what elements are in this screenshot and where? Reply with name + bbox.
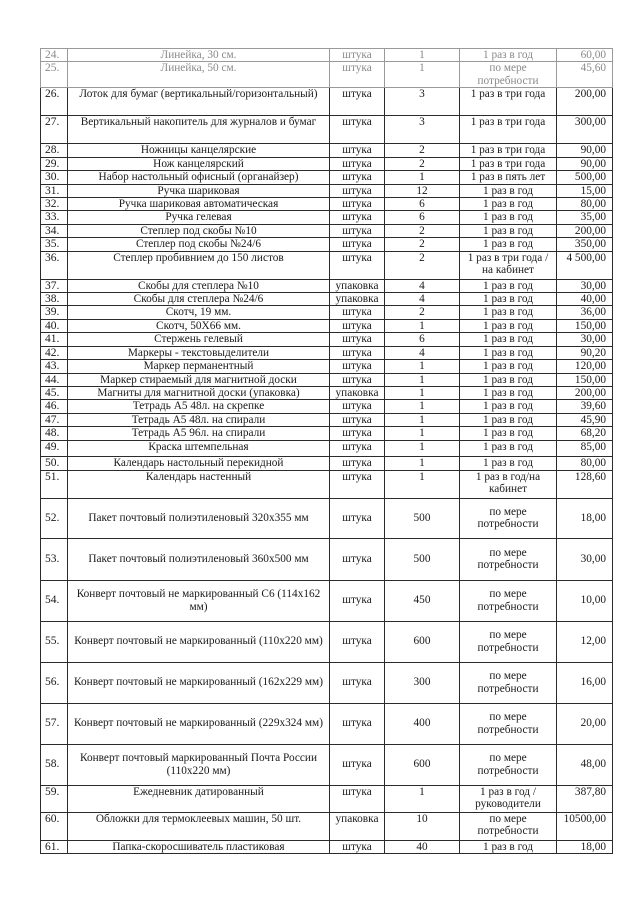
unit-of-measure-cell: штука	[330, 319, 385, 332]
replacement-frequency-cell: 1 раз в год/на кабинет	[460, 470, 557, 498]
unit-of-measure-cell: штука	[330, 538, 385, 580]
unit-of-measure-cell: штука	[330, 662, 385, 703]
replacement-frequency-cell: 1 раз в год	[460, 306, 557, 319]
unit-of-measure-cell: штука	[330, 157, 385, 170]
table-row	[41, 470, 613, 498]
unit-of-measure-cell: штука	[330, 785, 385, 812]
replacement-frequency-cell: 1 раз в год	[460, 413, 557, 426]
quantity-cell: 1	[385, 49, 460, 62]
quantity-cell: 600	[385, 621, 460, 662]
quantity-cell: 2	[385, 251, 460, 279]
unit-price-cell: 10500,00	[557, 812, 613, 840]
unit-of-measure-cell: штука	[330, 116, 385, 144]
item-name-cell: Обложки для термоклеевых машин, 50 шт.	[68, 812, 330, 840]
quantity-cell: 1	[385, 427, 460, 440]
row-number-cell: 38.	[41, 293, 68, 306]
replacement-frequency-cell: по мере потребности	[460, 538, 557, 580]
replacement-frequency-cell: 1 раз в год	[460, 386, 557, 399]
item-name-cell: Степлер пробивнием до 150 листов	[68, 251, 330, 279]
table-row	[41, 840, 613, 853]
row-number-cell: 55.	[41, 621, 68, 662]
table-row	[41, 538, 613, 580]
row-number-cell: 29.	[41, 157, 68, 170]
unit-of-measure-cell: штука	[330, 427, 385, 440]
quantity-cell: 2	[385, 238, 460, 251]
item-name-cell: Ежедневник датированный	[68, 785, 330, 812]
item-name-cell: Тетрадь А5 48л. на скрепке	[68, 400, 330, 413]
row-number-cell: 37.	[41, 279, 68, 292]
row-number-cell: 59.	[41, 785, 68, 812]
table-row	[41, 785, 613, 812]
quantity-cell: 1	[385, 413, 460, 426]
unit-price-cell: 80,00	[557, 198, 613, 211]
table-row	[41, 427, 613, 440]
replacement-frequency-cell: 1 раз в год	[460, 456, 557, 470]
row-number-cell: 61.	[41, 840, 68, 853]
table-row	[41, 184, 613, 197]
unit-of-measure-cell: штука	[330, 211, 385, 224]
unit-price-cell: 30,00	[557, 333, 613, 346]
table-row	[41, 306, 613, 319]
replacement-frequency-cell: 1 раз в год	[460, 440, 557, 456]
replacement-frequency-cell: 1 раз в три года	[460, 144, 557, 157]
unit-of-measure-cell: штука	[330, 373, 385, 386]
row-number-cell: 31.	[41, 184, 68, 197]
unit-price-cell: 35,00	[557, 211, 613, 224]
item-name-cell: Ручка гелевая	[68, 211, 330, 224]
unit-of-measure-cell: штука	[330, 840, 385, 853]
unit-price-cell: 30,00	[557, 538, 613, 580]
unit-of-measure-cell: штука	[330, 144, 385, 157]
quantity-cell: 40	[385, 840, 460, 853]
replacement-frequency-cell: по мере потребности	[460, 662, 557, 703]
unit-price-cell: 128,60	[557, 470, 613, 498]
table-row	[41, 373, 613, 386]
replacement-frequency-cell: по мере потребности	[460, 62, 557, 88]
table-row	[41, 62, 613, 88]
replacement-frequency-cell: 1 раз в год	[460, 49, 557, 62]
row-number-cell: 27.	[41, 116, 68, 144]
table-row	[41, 293, 613, 306]
row-number-cell: 49.	[41, 440, 68, 456]
quantity-cell: 3	[385, 88, 460, 116]
unit-of-measure-cell: штука	[330, 360, 385, 373]
item-name-cell: Маркер перманентный	[68, 360, 330, 373]
unit-price-cell: 18,00	[557, 840, 613, 853]
replacement-frequency-cell: по мере потребности	[460, 744, 557, 785]
unit-price-cell: 30,00	[557, 279, 613, 292]
unit-price-cell: 20,00	[557, 703, 613, 744]
replacement-frequency-cell: 1 раз в год	[460, 198, 557, 211]
replacement-frequency-cell: по мере потребности	[460, 580, 557, 621]
unit-of-measure-cell: штука	[330, 251, 385, 279]
table-body	[41, 49, 613, 854]
unit-of-measure-cell: штука	[330, 49, 385, 62]
unit-of-measure-cell: штука	[330, 224, 385, 237]
replacement-frequency-cell: 1 раз в год	[460, 184, 557, 197]
unit-price-cell: 60,00	[557, 49, 613, 62]
replacement-frequency-cell: 1 раз в год	[460, 840, 557, 853]
unit-price-cell: 120,00	[557, 360, 613, 373]
quantity-cell: 1	[385, 360, 460, 373]
row-number-cell: 45.	[41, 386, 68, 399]
unit-of-measure-cell: штука	[330, 703, 385, 744]
item-name-cell: Лоток для бумаг (вертикальный/горизонтальный)	[68, 88, 330, 116]
quantity-cell: 600	[385, 744, 460, 785]
item-name-cell: Ножницы канцелярские	[68, 144, 330, 157]
table-row	[41, 238, 613, 251]
unit-price-cell: 85,00	[557, 440, 613, 456]
replacement-frequency-cell: 1 раз в три года	[460, 116, 557, 144]
unit-price-cell: 39,60	[557, 400, 613, 413]
quantity-cell: 6	[385, 211, 460, 224]
quantity-cell: 1	[385, 785, 460, 812]
quantity-cell: 2	[385, 144, 460, 157]
quantity-cell: 3	[385, 116, 460, 144]
unit-of-measure-cell: штука	[330, 580, 385, 621]
quantity-cell: 450	[385, 580, 460, 621]
row-number-cell: 33.	[41, 211, 68, 224]
replacement-frequency-cell: 1 раз в год	[460, 293, 557, 306]
table-row	[41, 116, 613, 144]
row-number-cell: 60.	[41, 812, 68, 840]
unit-of-measure-cell: упаковка	[330, 293, 385, 306]
item-name-cell: Вертикальный накопитель для журналов и бумаг	[68, 116, 330, 144]
item-name-cell: Скобы для степлера №10	[68, 279, 330, 292]
unit-of-measure-cell: штука	[330, 621, 385, 662]
unit-price-cell: 4 500,00	[557, 251, 613, 279]
unit-price-cell: 350,00	[557, 238, 613, 251]
row-number-cell: 34.	[41, 224, 68, 237]
quantity-cell: 1	[385, 400, 460, 413]
item-name-cell: Пакет почтовый полиэтиленовый 360х500 мм	[68, 538, 330, 580]
replacement-frequency-cell: 1 раз в год	[460, 346, 557, 359]
row-number-cell: 36.	[41, 251, 68, 279]
unit-price-cell: 150,00	[557, 373, 613, 386]
supplies-table	[40, 48, 613, 854]
table-row	[41, 498, 613, 538]
item-name-cell: Стержень гелевый	[68, 333, 330, 346]
table-row	[41, 88, 613, 116]
row-number-cell: 56.	[41, 662, 68, 703]
unit-price-cell: 45,90	[557, 413, 613, 426]
item-name-cell: Папка-скоросшиватель пластиковая	[68, 840, 330, 853]
table-row	[41, 346, 613, 359]
row-number-cell: 26.	[41, 88, 68, 116]
unit-price-cell: 48,00	[557, 744, 613, 785]
quantity-cell: 500	[385, 538, 460, 580]
unit-price-cell: 90,00	[557, 157, 613, 170]
quantity-cell: 1	[385, 319, 460, 332]
replacement-frequency-cell: 1 раз в год	[460, 279, 557, 292]
row-number-cell: 54.	[41, 580, 68, 621]
table-row	[41, 333, 613, 346]
unit-of-measure-cell: штука	[330, 440, 385, 456]
row-number-cell: 35.	[41, 238, 68, 251]
unit-of-measure-cell: штука	[330, 198, 385, 211]
item-name-cell: Тетрадь А5 48л. на спирали	[68, 413, 330, 426]
replacement-frequency-cell: 1 раз в пять лет	[460, 171, 557, 184]
table-row	[41, 662, 613, 703]
item-name-cell: Календарь настенный	[68, 470, 330, 498]
row-number-cell: 50.	[41, 456, 68, 470]
unit-of-measure-cell: штука	[330, 470, 385, 498]
unit-of-measure-cell: штука	[330, 456, 385, 470]
table-row	[41, 49, 613, 62]
item-name-cell: Скобы для степлера №24/6	[68, 293, 330, 306]
item-name-cell: Конверт почтовый маркированный Почта России (110х220 мм)	[68, 744, 330, 785]
replacement-frequency-cell: по мере потребности	[460, 812, 557, 840]
row-number-cell: 40.	[41, 319, 68, 332]
quantity-cell: 4	[385, 346, 460, 359]
quantity-cell: 12	[385, 184, 460, 197]
unit-of-measure-cell: штука	[330, 498, 385, 538]
item-name-cell: Магниты для магнитной доски (упаковка)	[68, 386, 330, 399]
table-row	[41, 413, 613, 426]
item-name-cell: Линейка, 30 см.	[68, 49, 330, 62]
quantity-cell: 2	[385, 224, 460, 237]
unit-of-measure-cell: штука	[330, 333, 385, 346]
row-number-cell: 43.	[41, 360, 68, 373]
row-number-cell: 32.	[41, 198, 68, 211]
row-number-cell: 41.	[41, 333, 68, 346]
row-number-cell: 51.	[41, 470, 68, 498]
table-row	[41, 703, 613, 744]
quantity-cell: 4	[385, 279, 460, 292]
item-name-cell: Календарь настольный перекидной	[68, 456, 330, 470]
unit-price-cell: 300,00	[557, 116, 613, 144]
document-sheet	[40, 48, 612, 854]
row-number-cell: 57.	[41, 703, 68, 744]
unit-of-measure-cell: штука	[330, 171, 385, 184]
replacement-frequency-cell: 1 раз в год	[460, 211, 557, 224]
unit-price-cell: 16,00	[557, 662, 613, 703]
quantity-cell: 400	[385, 703, 460, 744]
unit-price-cell: 200,00	[557, 386, 613, 399]
unit-price-cell: 500,00	[557, 171, 613, 184]
replacement-frequency-cell: 1 раз в год	[460, 333, 557, 346]
table-row	[41, 319, 613, 332]
unit-price-cell: 150,00	[557, 319, 613, 332]
table-row	[41, 211, 613, 224]
item-name-cell: Степлер под скобы №24/6	[68, 238, 330, 251]
item-name-cell: Конверт почтовый не маркированный (110х220 мм)	[68, 621, 330, 662]
item-name-cell: Ручка шариковая автоматическая	[68, 198, 330, 211]
item-name-cell: Тетрадь А5 96л. на спирали	[68, 427, 330, 440]
unit-of-measure-cell: упаковка	[330, 812, 385, 840]
unit-of-measure-cell: штука	[330, 400, 385, 413]
quantity-cell: 2	[385, 306, 460, 319]
unit-price-cell: 40,00	[557, 293, 613, 306]
unit-of-measure-cell: штука	[330, 306, 385, 319]
unit-price-cell: 200,00	[557, 224, 613, 237]
unit-price-cell: 10,00	[557, 580, 613, 621]
item-name-cell: Скотч, 50Х66 мм.	[68, 319, 330, 332]
table-row	[41, 440, 613, 456]
row-number-cell: 58.	[41, 744, 68, 785]
unit-of-measure-cell: штука	[330, 238, 385, 251]
row-number-cell: 47.	[41, 413, 68, 426]
row-number-cell: 30.	[41, 171, 68, 184]
table-row	[41, 224, 613, 237]
item-name-cell: Маркеры - текстовыделители	[68, 346, 330, 359]
unit-of-measure-cell: упаковка	[330, 386, 385, 399]
item-name-cell: Маркер стираемый для магнитной доски	[68, 373, 330, 386]
row-number-cell: 42.	[41, 346, 68, 359]
item-name-cell: Скотч, 19 мм.	[68, 306, 330, 319]
table-row	[41, 386, 613, 399]
quantity-cell: 6	[385, 333, 460, 346]
replacement-frequency-cell: 1 раз в год	[460, 319, 557, 332]
item-name-cell: Набор настольный офисный (органайзер)	[68, 171, 330, 184]
row-number-cell: 28.	[41, 144, 68, 157]
table-row	[41, 621, 613, 662]
quantity-cell: 1	[385, 470, 460, 498]
unit-of-measure-cell: штука	[330, 184, 385, 197]
replacement-frequency-cell: по мере потребности	[460, 498, 557, 538]
replacement-frequency-cell: 1 раз в три года /на кабинет	[460, 251, 557, 279]
replacement-frequency-cell: 1 раз в год /руководители	[460, 785, 557, 812]
row-number-cell: 24.	[41, 49, 68, 62]
unit-price-cell: 12,00	[557, 621, 613, 662]
replacement-frequency-cell: 1 раз в три года	[460, 157, 557, 170]
quantity-cell: 1	[385, 386, 460, 399]
row-number-cell: 46.	[41, 400, 68, 413]
replacement-frequency-cell: 1 раз в год	[460, 238, 557, 251]
unit-of-measure-cell: штука	[330, 346, 385, 359]
unit-of-measure-cell: упаковка	[330, 279, 385, 292]
unit-price-cell: 18,00	[557, 498, 613, 538]
quantity-cell: 6	[385, 198, 460, 211]
quantity-cell: 2	[385, 157, 460, 170]
table-row	[41, 580, 613, 621]
quantity-cell: 1	[385, 62, 460, 88]
table-row	[41, 812, 613, 840]
item-name-cell: Краска штемпельная	[68, 440, 330, 456]
unit-price-cell: 15,00	[557, 184, 613, 197]
table-row	[41, 400, 613, 413]
unit-price-cell: 90,20	[557, 346, 613, 359]
item-name-cell: Конверт почтовый не маркированный С6 (114х162 мм)	[68, 580, 330, 621]
row-number-cell: 39.	[41, 306, 68, 319]
item-name-cell: Степлер под скобы №10	[68, 224, 330, 237]
unit-price-cell: 45,60	[557, 62, 613, 88]
quantity-cell: 1	[385, 171, 460, 184]
unit-of-measure-cell: штука	[330, 88, 385, 116]
table-row	[41, 171, 613, 184]
unit-price-cell: 80,00	[557, 456, 613, 470]
unit-price-cell: 200,00	[557, 88, 613, 116]
row-number-cell: 48.	[41, 427, 68, 440]
unit-price-cell: 387,80	[557, 785, 613, 812]
table-row	[41, 279, 613, 292]
quantity-cell: 1	[385, 440, 460, 456]
quantity-cell: 1	[385, 456, 460, 470]
replacement-frequency-cell: 1 раз в год	[460, 427, 557, 440]
table-row	[41, 251, 613, 279]
row-number-cell: 53.	[41, 538, 68, 580]
item-name-cell: Ручка шариковая	[68, 184, 330, 197]
table-row	[41, 157, 613, 170]
replacement-frequency-cell: 1 раз в три года	[460, 88, 557, 116]
quantity-cell: 1	[385, 373, 460, 386]
row-number-cell: 52.	[41, 498, 68, 538]
replacement-frequency-cell: 1 раз в год	[460, 373, 557, 386]
replacement-frequency-cell: по мере потребности	[460, 703, 557, 744]
unit-of-measure-cell: штука	[330, 62, 385, 88]
unit-price-cell: 36,00	[557, 306, 613, 319]
replacement-frequency-cell: 1 раз в год	[460, 224, 557, 237]
replacement-frequency-cell: 1 раз в год	[460, 360, 557, 373]
table-row	[41, 144, 613, 157]
item-name-cell: Нож канцелярский	[68, 157, 330, 170]
item-name-cell: Пакет почтовый полиэтиленовый 320х355 мм	[68, 498, 330, 538]
row-number-cell: 44.	[41, 373, 68, 386]
quantity-cell: 300	[385, 662, 460, 703]
unit-of-measure-cell: штука	[330, 744, 385, 785]
row-number-cell: 25.	[41, 62, 68, 88]
quantity-cell: 10	[385, 812, 460, 840]
replacement-frequency-cell: 1 раз в год	[460, 400, 557, 413]
item-name-cell: Конверт почтовый не маркированный (162х229 мм)	[68, 662, 330, 703]
quantity-cell: 500	[385, 498, 460, 538]
unit-price-cell: 68,20	[557, 427, 613, 440]
quantity-cell: 4	[385, 293, 460, 306]
item-name-cell: Линейка, 50 см.	[68, 62, 330, 88]
table-row	[41, 744, 613, 785]
replacement-frequency-cell: по мере потребности	[460, 621, 557, 662]
table-row	[41, 456, 613, 470]
table-row	[41, 198, 613, 211]
table-row	[41, 360, 613, 373]
item-name-cell: Конверт почтовый не маркированный (229х324 мм)	[68, 703, 330, 744]
unit-of-measure-cell: штука	[330, 413, 385, 426]
unit-price-cell: 90,00	[557, 144, 613, 157]
